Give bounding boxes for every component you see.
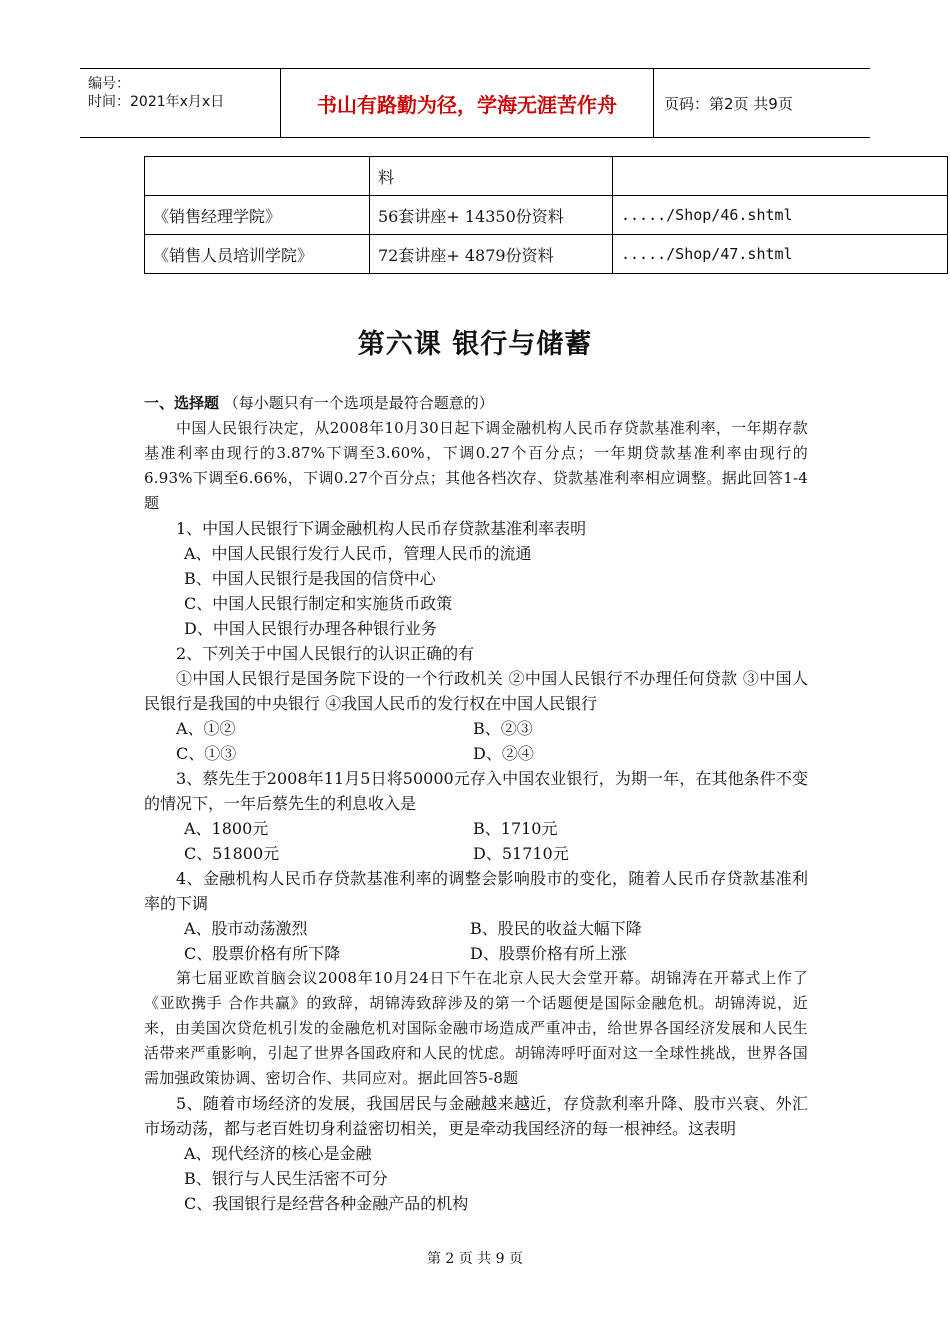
question-5-option: A、现代经济的核心是金融 xyxy=(184,1144,372,1163)
doc-number: 编号： xyxy=(88,76,130,92)
question-1-option: A、中国人民银行发行人民币，管理人民币的流通 xyxy=(184,544,532,563)
table-cell: 72套讲座+ 4879份资料 xyxy=(370,235,613,274)
question-3-option: D、51710元 xyxy=(473,844,569,863)
question-2-options-row xyxy=(144,741,808,766)
question-2-option: A、①② xyxy=(176,719,236,738)
table-cell: 56套讲座+ 14350份资料 xyxy=(370,196,613,235)
table-link-cell[interactable]: ...../Shop/46.shtml xyxy=(613,196,948,235)
question-4-option: D、股票价格有所上涨 xyxy=(470,944,627,963)
question-1-option: B、中国人民银行是我国的信贷中心 xyxy=(184,569,436,588)
section-label: 一、选择题 xyxy=(144,394,220,412)
question-5-option: B、银行与人民生活密不可分 xyxy=(184,1169,388,1188)
question-1-option: C、中国人民银行制定和实施货币政策 xyxy=(184,594,453,613)
question-5-option: C、我国银行是经营各种金融产品的机构 xyxy=(184,1194,469,1213)
table-link-cell[interactable]: ...../Shop/47.shtml xyxy=(613,235,948,274)
lesson-title: 第六课 银行与储蓄 xyxy=(357,329,593,360)
doc-time: 时间：2021年x月x日 xyxy=(88,94,225,110)
table-cell xyxy=(145,157,370,196)
question-5-stem: 5、随着市场经济的发展，我国居民与金融越来越近，存贷款利率升降、股市兴衰、外汇市场动荡，都与老百姓切身利益密切相关，更是牵动我国经济的每一根神经。这表明 xyxy=(144,1094,808,1138)
section-heading xyxy=(144,391,808,416)
question-3-stem: 3、蔡先生于2008年11月5日将50000元存入中国农业银行，为期一年，在其他条件不变的情况下，一年后蔡先生的利息收入是 xyxy=(144,769,808,813)
question-3-option: B、1710元 xyxy=(473,819,558,838)
resource-table xyxy=(144,156,948,274)
question-2-items: ①中国人民银行是国务院下设的一个行政机关 ②中国人民银行不办理任何贷款 ③中国人民银行是我国的中央银行 ④我国人民币的发行权在中国人民银行 xyxy=(144,669,808,713)
material-paragraph-2: 第七届亚欧首脑会议2008年10月24日下午在北京人民大会堂开幕。胡锦涛在开幕式上作了《亚欧携手 合作共赢》的致辞，胡锦涛致辞涉及的第一个话题便是国际金融危机。胡锦涛说，近来，由美国次贷危机引发的金融危机对国际金融市场造成严重冲击，给世界各国经济发展和人民生活带来严重影响，引起了世界各国政府和人民的忧虑。胡锦涛呼吁面对这一全球性挑战，世界各国需加强政策协调、密切合作、共同应对。据此回答5-8题 xyxy=(144,969,808,1087)
question-4-option: B、股民的收益大幅下降 xyxy=(470,919,642,938)
question-1-option: D、中国人民银行办理各种银行业务 xyxy=(184,619,437,638)
question-4-option: A、股市动荡激烈 xyxy=(184,919,308,938)
page-footer: 第 2 页 共 9 页 xyxy=(426,1251,524,1267)
section-note: （每小题只有一个选项是最符合题意的） xyxy=(223,394,494,412)
question-2-option: B、②③ xyxy=(473,719,533,738)
header-page-info: 页码：第2页 共9页 xyxy=(664,94,793,113)
question-2-option: C、①③ xyxy=(176,744,237,763)
table-cell xyxy=(613,157,948,196)
question-4-stem: 4、金融机构人民币存贷款基准利率的调整会影响股市的变化，随着人民币存贷款基准利率的下调 xyxy=(144,869,808,913)
question-2-stem: 2、下列关于中国人民银行的认识正确的有 xyxy=(176,644,475,663)
page-header xyxy=(80,68,870,138)
material-paragraph-1: 中国人民银行决定，从2008年10月30日起下调金融机构人民币存贷款基准利率，一年期存款基准利率由现行的3.87%下调至3.60%，下调0.27个百分点；一年期贷款基准利率由现行的6.93%下调至6.66%，下调0.27个百分点；其他各档次存、贷款基准利率相应调整。据此回答1-4题 xyxy=(144,419,808,512)
table-cell: 料 xyxy=(370,157,613,196)
question-3-options-row xyxy=(144,841,808,866)
question-4-option: C、股票价格有所下降 xyxy=(184,944,341,963)
table-cell: 《销售人员培训学院》 xyxy=(145,235,370,274)
question-1-stem: 1、中国人民银行下调金融机构人民币存贷款基准利率表明 xyxy=(176,519,587,538)
header-meta xyxy=(80,69,281,137)
question-3-options-row xyxy=(144,816,808,841)
question-4-options-row xyxy=(144,941,808,966)
question-2-options-row xyxy=(144,716,808,741)
table-cell: 《销售经理学院》 xyxy=(145,196,370,235)
table-row xyxy=(145,196,948,235)
table-row xyxy=(145,157,948,196)
header-slogan: 书山有路勤为径，学海无涯苦作舟 xyxy=(281,69,654,137)
question-3-option: A、1800元 xyxy=(184,819,269,838)
question-4-options-row xyxy=(144,916,808,941)
question-content xyxy=(144,391,808,1216)
question-2-option: D、②④ xyxy=(473,744,534,763)
table-row xyxy=(145,235,948,274)
question-3-option: C、51800元 xyxy=(184,844,280,863)
